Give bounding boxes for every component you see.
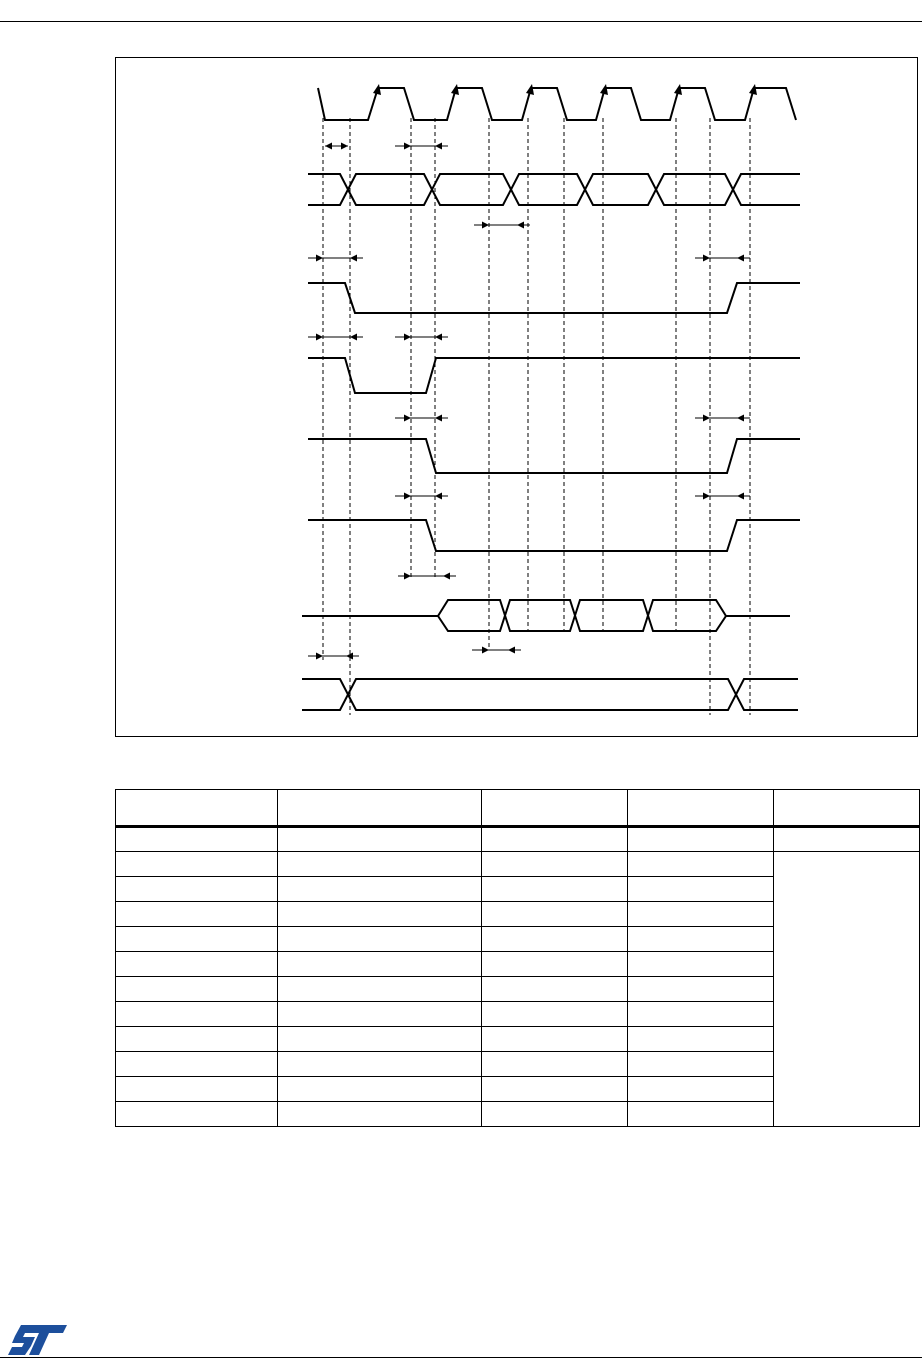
header-cell bbox=[774, 790, 920, 827]
clock-edge-arrows bbox=[373, 84, 757, 95]
table-cell bbox=[482, 1077, 628, 1102]
table-cell bbox=[116, 877, 278, 902]
table-cell bbox=[628, 1077, 774, 1102]
table-cell bbox=[774, 827, 920, 852]
table-cell bbox=[482, 1002, 628, 1027]
table-cell bbox=[116, 952, 278, 977]
table-cell bbox=[116, 1052, 278, 1077]
table-cell bbox=[278, 1077, 482, 1102]
table-header-row bbox=[116, 790, 920, 827]
table-cell bbox=[482, 852, 628, 877]
table-cell bbox=[278, 877, 482, 902]
address-bus-waveform bbox=[308, 174, 800, 205]
table-cell bbox=[278, 977, 482, 1002]
nwait-waveform bbox=[302, 679, 798, 710]
table-cell bbox=[278, 1052, 482, 1077]
table-cell bbox=[482, 1052, 628, 1077]
table-cell bbox=[278, 927, 482, 952]
table-cell bbox=[116, 1027, 278, 1052]
header-cell bbox=[116, 790, 278, 827]
footer-rule bbox=[0, 1357, 922, 1358]
edge-arrow-icon bbox=[749, 84, 757, 95]
table-cell bbox=[482, 1102, 628, 1127]
table-cell bbox=[278, 902, 482, 927]
clock-waveform bbox=[318, 88, 796, 120]
table-cell bbox=[628, 1052, 774, 1077]
table-cell bbox=[482, 952, 628, 977]
timing-table bbox=[115, 789, 920, 1127]
table-cell bbox=[482, 827, 628, 852]
table-cell bbox=[278, 1027, 482, 1052]
table-cell bbox=[628, 902, 774, 927]
table-cell-merged bbox=[774, 852, 920, 1127]
table-cell bbox=[278, 852, 482, 877]
table-cell bbox=[628, 827, 774, 852]
table-cell bbox=[628, 977, 774, 1002]
timing-arrows bbox=[308, 146, 750, 656]
table-cell bbox=[482, 977, 628, 1002]
table-cell bbox=[116, 977, 278, 1002]
st-logo-icon bbox=[5, 1322, 73, 1358]
table-cell bbox=[278, 1002, 482, 1027]
table-cell bbox=[116, 1002, 278, 1027]
table-cell bbox=[482, 902, 628, 927]
table-cell bbox=[628, 927, 774, 952]
table-cell bbox=[116, 852, 278, 877]
table-cell bbox=[278, 952, 482, 977]
table-cell bbox=[482, 877, 628, 902]
header-cell bbox=[278, 790, 482, 827]
reference-lines bbox=[323, 118, 750, 715]
edge-arrow-icon bbox=[451, 84, 459, 95]
nbl-waveform bbox=[308, 520, 800, 551]
table-cell bbox=[628, 1027, 774, 1052]
nadv-waveform bbox=[308, 358, 800, 393]
ne-waveform bbox=[308, 283, 800, 313]
data-bus-waveform bbox=[302, 600, 790, 631]
header-cell bbox=[628, 790, 774, 827]
edge-arrow-icon bbox=[526, 84, 534, 95]
table-cell bbox=[628, 952, 774, 977]
table-cell bbox=[116, 1102, 278, 1127]
edge-arrow-icon bbox=[600, 84, 608, 95]
header-cell bbox=[482, 790, 628, 827]
noe-waveform bbox=[308, 439, 800, 473]
table-cell bbox=[482, 927, 628, 952]
edge-arrow-icon bbox=[373, 84, 381, 95]
table-cell bbox=[628, 852, 774, 877]
table-row bbox=[116, 852, 920, 877]
table-cell bbox=[628, 1002, 774, 1027]
table-row bbox=[116, 827, 920, 852]
table-cell bbox=[116, 1077, 278, 1102]
table-cell bbox=[482, 1027, 628, 1052]
table-cell bbox=[628, 877, 774, 902]
edge-arrow-icon bbox=[674, 84, 682, 95]
table-cell bbox=[116, 927, 278, 952]
table-cell bbox=[628, 1102, 774, 1127]
table-cell bbox=[278, 1102, 482, 1127]
table-cell bbox=[116, 902, 278, 927]
table-cell bbox=[278, 827, 482, 852]
table-cell bbox=[116, 827, 278, 852]
